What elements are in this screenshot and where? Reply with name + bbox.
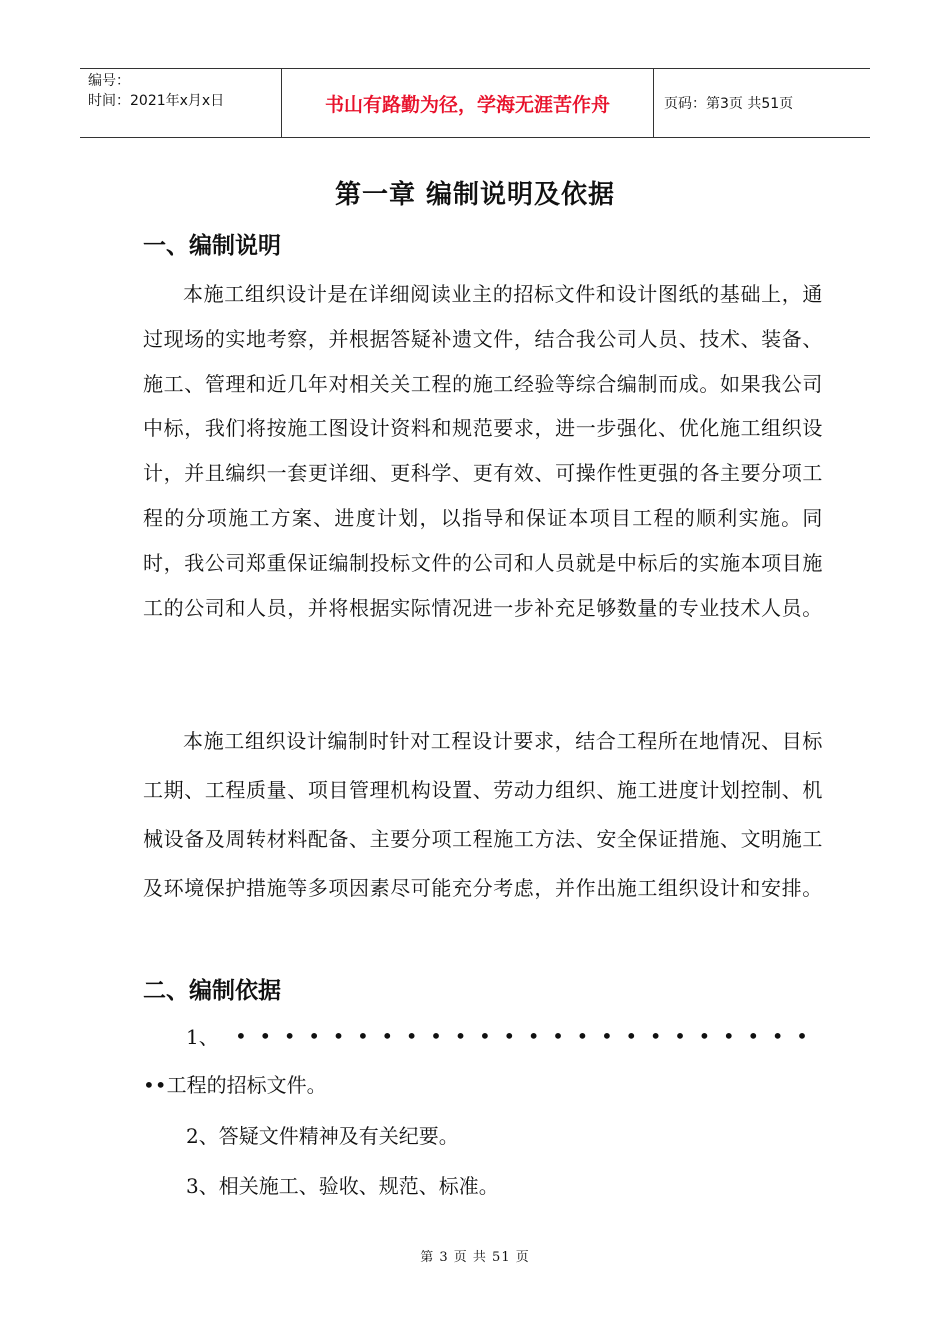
basis-item-1-dots: •••••••••••••••••••••••• <box>235 1024 821 1048</box>
header-page-info: 页码：第3页 共51页 <box>664 96 794 112</box>
section-2-title: 二、编制依据 <box>143 978 281 1004</box>
header-table <box>80 68 870 138</box>
basis-item-1-prefix: 1、 <box>186 1025 219 1049</box>
date-label: 时间：2021年x月x日 <box>88 93 225 109</box>
basis-item-2: 2、答疑文件精神及有关纪要。 <box>186 1124 459 1148</box>
header-left-cell <box>80 69 282 137</box>
header-motto: 书山有路勤为径，学海无涯苦作舟 <box>282 69 654 137</box>
section-1-paragraph-1: 本施工组织设计是在详细阅读业主的招标文件和设计图纸的基础上，通过现场的实地考察，并根据答疑补遗文件，结合我公司人员、技术、装备、施工、管理和近几年对相关关工程的施工经验等综合编制而成。如果我公司中标，我们将按施工图设计资料和规范要求，进一步强化、优化施工组织设计，并且编织一套更详细、更科学、更有效、可操作性更强的各主要分项工程的分项施工方案、进度计划，以指导和保证本项目工程的顺利实施。同时，我公司郑重保证编制投标文件的公司和人员就是中标后的实施本项目施工的公司和人员，并将根据实际情况进一步补充足够数量的专业技术人员。 <box>143 282 823 620</box>
serial-label: 编号： <box>88 73 130 89</box>
chapter-title: 第一章 编制说明及依据 <box>334 180 616 210</box>
section-1-title: 一、编制说明 <box>143 233 281 259</box>
basis-item-1-tail: ••工程的招标文件。 <box>143 1073 327 1097</box>
basis-item-3: 3、相关施工、验收、规范、标准。 <box>186 1174 499 1198</box>
section-1-paragraph-2: 本施工组织设计编制时针对工程设计要求，结合工程所在地情况、目标工期、工程质量、项目管理机构设置、劳动力组织、施工进度计划控制、机械设备及周转材料配备、主要分项工程施工方法、安全保证措施、文明施工及环境保护措施等多项因素尽可能充分考虑，并作出施工组织设计和安排。 <box>143 729 823 900</box>
page-footer: 第 3 页 共 51 页 <box>420 1250 530 1265</box>
